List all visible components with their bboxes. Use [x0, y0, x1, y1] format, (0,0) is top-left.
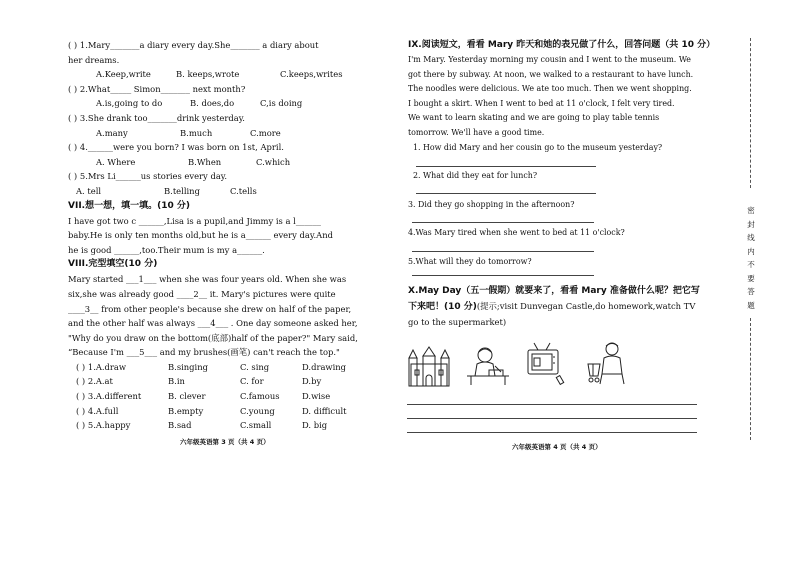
section7-heading: VII.想一想，填一填。(10 分)	[68, 200, 190, 211]
cloze-row-q: ( ) 5.A.happy	[76, 420, 131, 431]
cloze-row-c: C.famous	[240, 391, 280, 402]
cloze-row-b: B.singing	[168, 361, 208, 372]
seal-char: 题	[747, 300, 755, 310]
section10-heading-line-2	[408, 299, 738, 315]
cloze-row-c: C.small	[240, 420, 272, 431]
answer-line-2[interactable]	[416, 193, 596, 194]
q3-line: ( ) 3.She drank too_______drink yesterday.	[68, 112, 245, 123]
q3-option-a: A.many	[96, 127, 128, 138]
cloze-row-d: D.drawing	[302, 361, 347, 372]
cloze-row-4	[68, 404, 390, 419]
cloze-row-b: B. clever	[168, 391, 206, 402]
q2-option-b: B. does,do	[190, 98, 235, 109]
q1-option-b: B. keeps,wrote	[176, 69, 240, 80]
section7-line-3: he is good ______,too.Their mum is my a______.	[68, 244, 265, 255]
seal-char: 要	[747, 273, 755, 283]
cloze-line-4: and the other half was always ___4___ . One day someone asked her,	[68, 318, 358, 329]
cloze-row-c: C. for	[240, 376, 264, 387]
q2-option-a: A.is,going to do	[96, 98, 163, 109]
q5-option-b: B.telling	[164, 185, 200, 196]
seal-char: 封	[747, 219, 755, 229]
cloze-row-5	[68, 418, 390, 433]
reading-question-3: 3. Did they go shopping in the afternoon?	[408, 199, 575, 209]
cloze-row-b: B.sad	[168, 420, 192, 431]
reading-question-2: 2. What did they eat for lunch?	[413, 171, 538, 181]
passage-line-1: I'm Mary. Yesterday morning my cousin and I went to the museum. We	[408, 55, 691, 64]
cloze-line-5: "Why do you draw on the bottom(底部)half of the paper?" Mary said,	[68, 332, 358, 343]
section7-line-1: I have got two c ______,Lisa is a pupil,and Jimmy is a l______	[68, 215, 321, 226]
seal-margin-text	[745, 204, 757, 312]
cloze-line-6: “Because I'm ___5___ and my brushes(画笔) can't reach the top."	[68, 347, 340, 358]
cloze-row-b: B.in	[168, 376, 185, 387]
q4-option-b: B.When	[188, 156, 222, 167]
cloze-row-q: ( ) 1.A.draw	[76, 361, 127, 372]
q1-line: ( ) 1.Mary_______a diary every day.She_______ a diary about	[68, 40, 319, 50]
tv-picture-icon	[524, 342, 570, 386]
answer-line-5[interactable]	[412, 275, 594, 276]
section10-hint: (提示;visit Dunvegan Castle,do homework,watch TV	[476, 300, 696, 311]
section8-heading: VIII.完型填空(10 分)	[68, 259, 158, 270]
q4-option-c: C.which	[256, 156, 291, 167]
section10-score: 下来吧！(10 分)	[408, 301, 477, 312]
cloze-row-q: ( ) 3.A.different	[76, 391, 142, 402]
q3-option-b: B.much	[180, 127, 213, 138]
writing-line-2[interactable]	[407, 418, 697, 419]
passage-line-2: got there by subway. At noon, we walked to a restaurant to have lunch.	[408, 69, 694, 79]
passage-line-3: The noodles were delicious. We ate too much. Then we went shopping.	[408, 84, 692, 94]
cloze-line-3: ____3__ from other people's because she drew on half of the paper,	[68, 303, 352, 314]
section10-hint-line-3: go to the supermarket)	[408, 316, 507, 327]
answer-line-4[interactable]	[412, 251, 594, 252]
q5-option-a: A. tell	[76, 185, 102, 196]
q2-option-c: C,is doing	[260, 98, 303, 109]
seal-char: 答	[747, 287, 755, 296]
q1-options	[68, 67, 390, 82]
q4-line: ( ) 4.______were you born? I was born on 1st, April.	[68, 142, 284, 153]
reading-question-1: 1. How did Mary and her cousin go to the museum yesterday?	[413, 142, 663, 152]
q3-options	[68, 126, 390, 141]
cloze-row-c: C. sing	[240, 361, 270, 372]
q1-line-cont: her dreams.	[68, 54, 120, 65]
q5-line: ( ) 5.Mrs Li______us stories every day.	[68, 171, 228, 182]
cloze-row-d: D. difficult	[302, 405, 347, 416]
cloze-row-d: D.wise	[302, 391, 331, 402]
seal-dashed-line-top	[750, 38, 751, 188]
left-page-footer: 六年级英语第 3 页（共 4 页）	[180, 438, 270, 446]
left-column	[68, 38, 390, 433]
q1-option-a: A.Keep,write	[96, 69, 151, 80]
cloze-line-2: six,she was already good ____2__ it. Mary's pictures were quite	[68, 288, 336, 299]
passage-line-4: I bought a skirt. When I went to bed at 11 o'clock, I felt very tired.	[408, 98, 675, 108]
cloze-line-1: Mary started ___1___ when she was four years old. When she was	[68, 274, 347, 285]
passage-line-6: tomorrow. We'll have a good time.	[408, 127, 545, 137]
right-column	[408, 38, 738, 329]
castle-picture-icon	[407, 346, 451, 388]
supermarket-picture-icon	[586, 340, 634, 386]
reading-question-4: 4.Was Mary tired when she went to bed at 11 o'clock?	[408, 228, 625, 238]
q4-options	[68, 155, 390, 170]
section7-line-2: baby.He is only ten months old,but he is a______ every day.And	[68, 230, 333, 241]
cloze-row-b: B.empty	[168, 405, 204, 416]
cloze-row-1	[68, 360, 390, 375]
writing-line-3[interactable]	[407, 432, 697, 433]
q2-options	[68, 96, 390, 111]
section9-heading: IX.阅读短文，看看 Mary 昨天和她的表兄做了什么，回答问题（共 10 分）	[408, 40, 716, 50]
cloze-row-d: D. big	[302, 420, 328, 431]
q1-option-c: C.keeps,writes	[280, 69, 343, 80]
answer-line-1[interactable]	[416, 166, 596, 167]
right-page-footer: 六年级英语第 4 页（共 4 页）	[512, 443, 602, 451]
q5-option-c: C.tells	[230, 185, 257, 196]
cloze-row-2	[68, 374, 390, 389]
reading-question-5: 5.What will they do tomorrow?	[408, 256, 532, 266]
answer-line-3[interactable]	[412, 222, 594, 223]
q3-option-c: C.more	[250, 127, 281, 138]
seal-char: 不	[747, 260, 755, 269]
cloze-row-3	[68, 389, 390, 404]
cloze-row-c: C.young	[240, 405, 275, 416]
q4-option-a: A. Where	[96, 156, 136, 167]
cloze-row-d: D.by	[302, 376, 322, 387]
homework-picture-icon	[465, 346, 511, 386]
passage-line-5: We want to learn skating and we are going to play table tennis	[408, 113, 660, 123]
q2-line: ( ) 2.What_____ Simon_______ next month?	[68, 83, 246, 94]
seal-char: 密	[747, 206, 755, 215]
q5-options	[68, 184, 390, 199]
seal-dashed-line-bottom	[750, 318, 751, 440]
writing-line-1[interactable]	[407, 404, 697, 405]
seal-char: 内	[747, 246, 755, 256]
cloze-row-q: ( ) 2.A.at	[76, 376, 113, 387]
seal-char: 线	[747, 233, 755, 242]
cloze-row-q: ( ) 4.A.full	[76, 405, 119, 416]
section10-heading-line-1: X.May Day（五一假期）就要来了，看看 Mary 准备做什么呢？把它写	[408, 285, 700, 296]
